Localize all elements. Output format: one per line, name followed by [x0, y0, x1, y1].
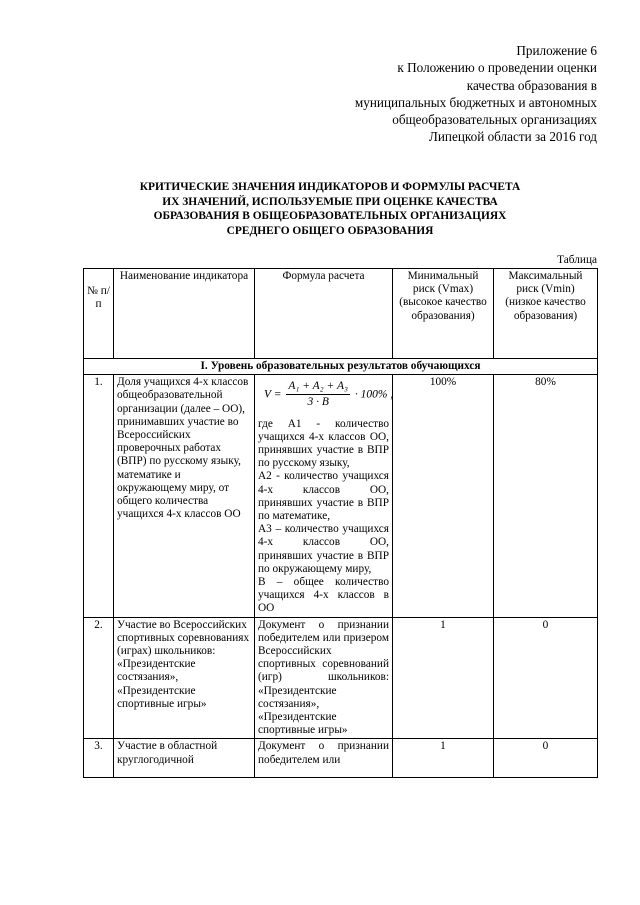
- formula-explanation: где A1 - количество учащихся 4-х классов ОО, принявших участие в ВПР по русскому языку,: [258, 417, 389, 470]
- appendix-line: общеобразовательных организациях: [392, 112, 597, 128]
- header-formula: Формула расчета: [255, 269, 393, 359]
- formula-explanation: A2 - количество учащихся 4-х классов ОО, принявших участие в ВПР по математике,: [258, 470, 389, 523]
- min-risk-value: 1: [393, 617, 494, 739]
- header-name: Наименование индикатора: [114, 269, 255, 359]
- formula-cell: Документ о признании победителем или призером Всероссийских спортивных соревнований (игр) школьников: «Президентские состязания», «Президентские спортивные игры»: [255, 617, 393, 739]
- formula-denominator: 3 · B: [307, 396, 329, 409]
- title-line: ИХ ЗНАЧЕНИЙ, ИСПОЛЬЗУЕМЫЕ ПРИ ОЦЕНКЕ КАЧЕСТВА: [162, 195, 498, 208]
- min-risk-value: 1: [393, 739, 494, 778]
- row-number: 2.: [84, 617, 114, 739]
- table-header-row: [84, 269, 598, 359]
- formula-explanation: A3 – количество учащихся 4-х классов ОО, принявших участие в ВПР по окружающему миру,: [258, 523, 389, 575]
- formula-explanation: B – общее количество учащихся 4-х классов в ОО: [258, 576, 389, 615]
- appendix-line: качества образования в: [466, 77, 597, 93]
- row-number: 3.: [84, 739, 114, 778]
- appendix-header: [355, 42, 597, 146]
- table-row: [84, 739, 598, 778]
- title-line: КРИТИЧЕСКИЕ ЗНАЧЕНИЯ ИНДИКАТОРОВ И ФОРМУЛЫ РАСЧЕТА: [139, 181, 521, 193]
- formula-cell: Документ о признании победителем или: [255, 739, 393, 778]
- formula-expression: [264, 380, 394, 409]
- appendix-line: Липецкой области за 2016 год: [428, 129, 597, 145]
- row-number: 1.: [84, 375, 114, 617]
- header-max-risk: Максимальный риск (Vmin) (низкое качество образования): [494, 269, 598, 359]
- appendix-line: к Положению о проведении оценки: [397, 60, 597, 76]
- document-title: [60, 180, 600, 238]
- formula-fraction: [286, 380, 350, 409]
- section-title: I. Уровень образовательных результатов обучающихся: [84, 359, 598, 375]
- table-row: [84, 617, 598, 739]
- indicator-name: Участие в областной круглогодичной: [114, 739, 255, 778]
- indicator-name: Участие во Всероссийских спортивных соревнованиях (играх) школьников: «Президентские состязания», «Президентские спортивные игры»: [114, 617, 255, 739]
- formula-tail: · 100% ,: [354, 388, 394, 401]
- appendix-line: Приложение 6: [516, 43, 597, 58]
- header-min-risk: Минимальный риск (Vmax) (высокое качество образования): [393, 269, 494, 359]
- formula-cell: [255, 375, 393, 617]
- header-num: № п/п: [84, 269, 114, 359]
- table-caption: Таблица: [557, 254, 597, 266]
- formula-lhs: V =: [264, 388, 282, 401]
- title-line: ОБРАЗОВАНИЯ В ОБЩЕОБРАЗОВАТЕЛЬНЫХ ОРГАНИЗАЦИЯХ: [153, 210, 507, 223]
- appendix-line: муниципальных бюджетных и автономных: [354, 94, 597, 110]
- max-risk-value: 0: [494, 739, 598, 778]
- title-line: СРЕДНЕГО ОБЩЕГО ОБРАЗОВАНИЯ: [226, 224, 434, 237]
- max-risk-value: 80%: [494, 375, 598, 617]
- indicators-table: [83, 268, 598, 778]
- section-row: [84, 359, 598, 375]
- indicator-name: Доля учащихся 4-х классов общеобразовательной организации (далее – ОО), принимавших участие во Всероссийских проверочных работах (ВПР) по русскому языку, математике и окружающему миру, от общего количества учащихся 4-х классов ОО: [114, 375, 255, 617]
- min-risk-value: 100%: [393, 375, 494, 617]
- table-row: [84, 375, 598, 617]
- max-risk-value: 0: [494, 617, 598, 739]
- formula-numerator: A₁ + A₂ + A₃: [286, 380, 350, 395]
